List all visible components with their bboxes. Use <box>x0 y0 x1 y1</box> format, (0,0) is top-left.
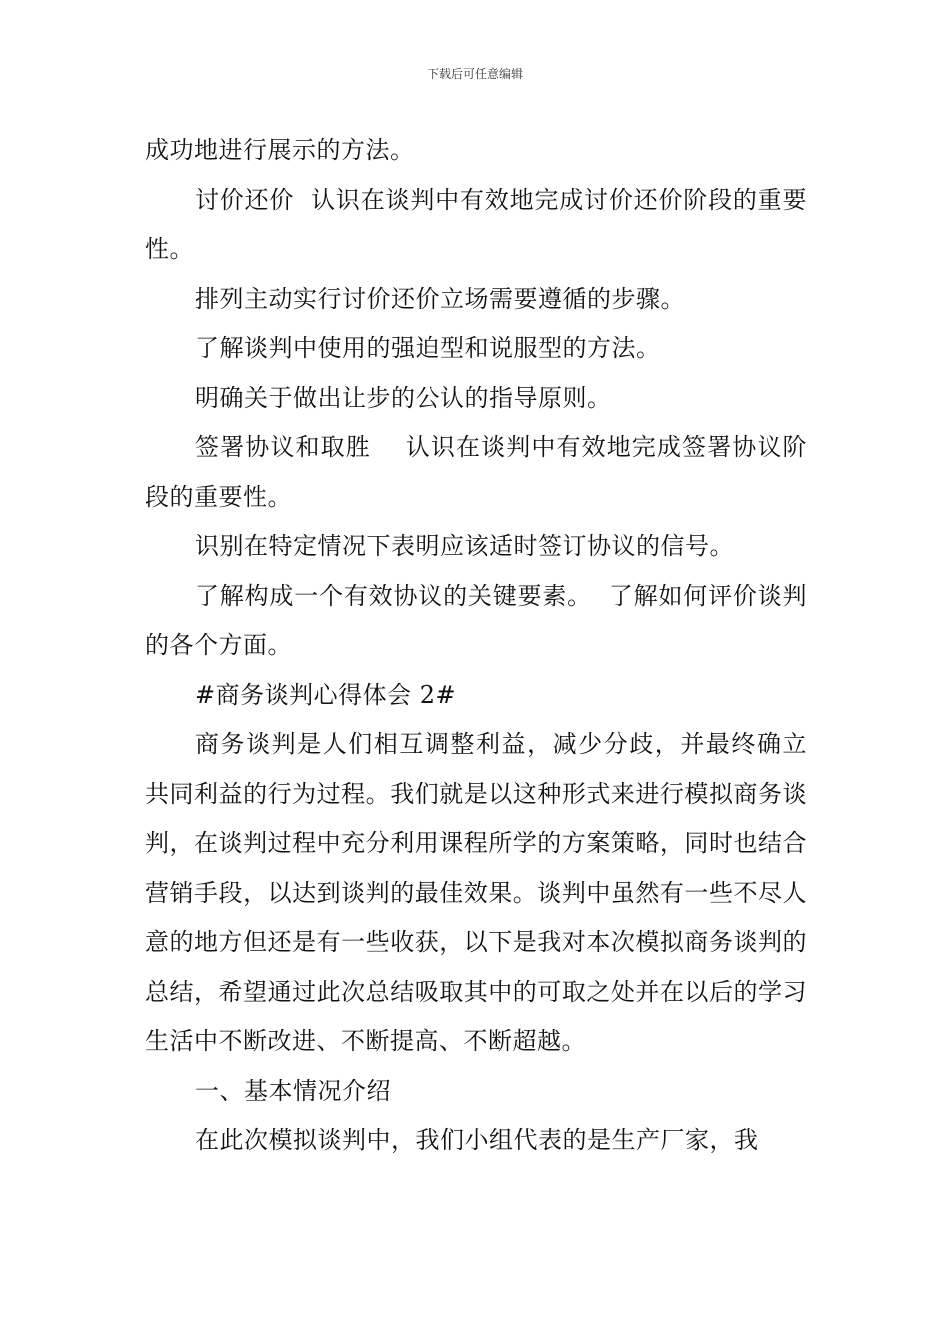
paragraph: 识别在特定情况下表明应该适时签订协议的信号。 <box>195 532 734 560</box>
paragraph: 成功地进行展示的方法。 <box>145 136 415 164</box>
paragraph: 排列主动实行讨价还价立场需要遵循的步骤。 <box>195 284 685 313</box>
paragraph: 商务谈判是人们相互调整利益，减少分歧，并最终确立共同利益的行为过程。我们就是以这种形式来进行模拟商务谈判，在谈判过程中充分利用课程所学的方案策略，同时也结合营销手段，以达到谈判的最佳效果。谈判中虽然有一些不尽人意的地方但还是有一些收获，以下是我对本次模拟商务谈判的总结，希望通过此次总结吸取其中的可取之处并在以后的学习生活中不断改进、不断提高、不断超越。 <box>145 730 807 1055</box>
page-header: 下载后可任意编辑 <box>426 67 523 81</box>
paragraph: 讨价还价 认识在谈判中有效地完成讨价还价阶段的重要性。 <box>145 185 807 263</box>
document-body <box>145 126 807 1166</box>
paragraph: 明确关于做出让步的公认的指导原则。 <box>195 383 612 412</box>
paragraph: 了解谈判中使用的强迫型和说服型的方法。 <box>195 334 661 362</box>
section-heading: 一、基本情况介绍 <box>195 1076 391 1105</box>
paragraph: 了解构成一个有效协议的关键要素。 了解如何评价谈判的各个方面。 <box>145 581 807 659</box>
section-heading: #商务谈判心得体会 2# <box>195 680 457 709</box>
paragraph: 签署协议和取胜 认识在谈判中有效地完成签署协议阶段的重要性。 <box>145 433 807 511</box>
paragraph: 在此次模拟谈判中，我们小组代表的是生产厂家，我 <box>195 1126 759 1154</box>
